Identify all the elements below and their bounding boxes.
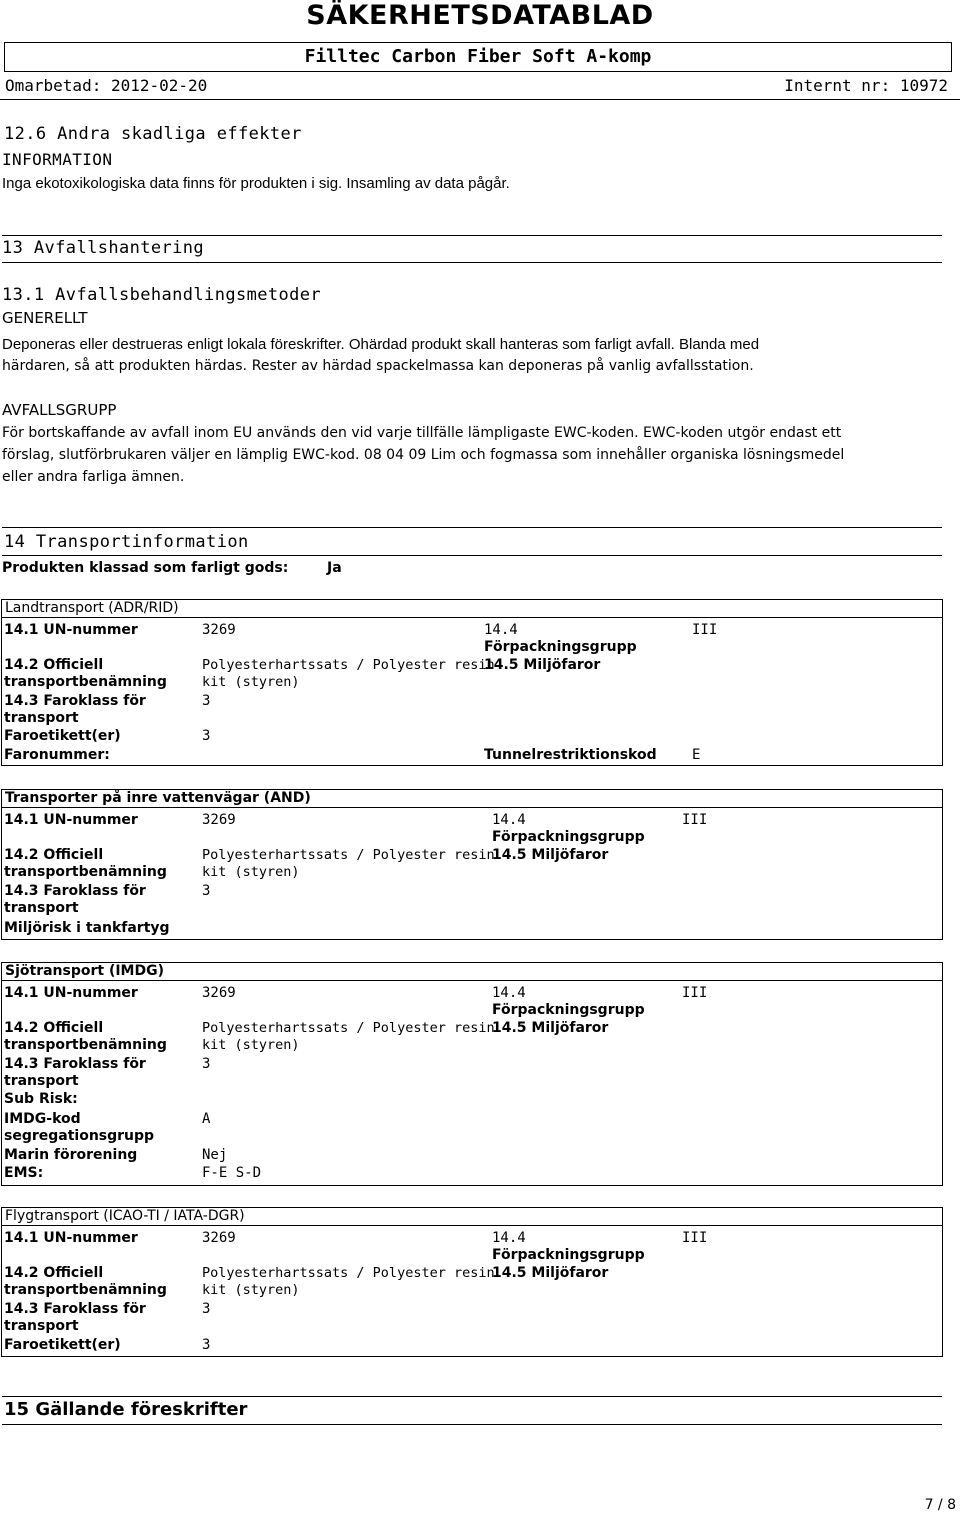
iata-class-label-1: 14.3 Faroklass för <box>4 1301 146 1317</box>
general-line-1: Deponeras eller destrueras enligt lokala föreskrifter. Ohärdad produkt skall hanteras som farligt avfall. Blanda med <box>2 336 760 353</box>
adr-tunnel-label: Tunnelrestriktionskod <box>484 747 657 763</box>
iata-un-value: 3269 <box>202 1230 236 1246</box>
adr-name-label-1: 14.2 Officiell <box>4 657 104 673</box>
section-13-title: 13 Avfallshantering <box>2 238 205 258</box>
revision-date: Omarbetad: 2012-02-20 <box>5 76 208 95</box>
adn-name-value-2: kit (styren) <box>202 864 300 880</box>
adn-tanker-label: Miljörisk i tankfartyg <box>4 920 170 936</box>
section-12-6-title: 12.6 Andra skadliga effekter <box>4 124 302 144</box>
adr-name-value-2: kit (styren) <box>202 674 300 690</box>
adn-pg-label-2: Förpackningsgrupp <box>492 829 645 845</box>
iata-pg-label-1: 14.4 <box>492 1230 526 1246</box>
imdg-table <box>1 962 943 1186</box>
section-13-underline <box>2 262 942 263</box>
adr-pg-label-1: 14.4 <box>484 622 518 638</box>
document-title: SÄKERHETSDATABLAD <box>306 0 654 31</box>
iata-title-rule <box>2 1225 942 1226</box>
waste-group-line-1: För bortskaffande av avfall inom EU används den vid varje tillfälle lämpligaste EWC-koden. EWC-koden utgör endast ett <box>2 425 842 441</box>
imdg-pg-label-1: 14.4 <box>492 985 526 1001</box>
adr-name-label-2: transportbenämning <box>4 674 167 690</box>
section-15-rule <box>2 1396 942 1397</box>
page-number: 7 / 8 <box>924 1497 956 1513</box>
section-14-rule <box>2 527 942 528</box>
adr-hazard-number-label: Faronummer: <box>4 747 110 763</box>
imdg-class-label-1: 14.3 Faroklass för <box>4 1056 146 1072</box>
adr-name-value-1: Polyesterhartssats / Polyester resin <box>202 657 495 673</box>
imdg-title: Sjötransport (IMDG) <box>5 963 165 979</box>
adr-class-label-2: transport <box>4 710 79 726</box>
adr-title-rule <box>2 617 942 618</box>
iata-pg-label-2: Förpackningsgrupp <box>492 1247 645 1263</box>
section-15-underline <box>2 1424 942 1425</box>
imdg-pg-label-2: Förpackningsgrupp <box>492 1002 645 1018</box>
adn-class-value: 3 <box>202 883 211 899</box>
imdg-seg-value: A <box>202 1111 211 1127</box>
adn-env-label: 14.5 Miljöfaror <box>492 847 609 863</box>
adr-class-label-1: 14.3 Faroklass för <box>4 693 146 709</box>
iata-class-value: 3 <box>202 1301 211 1317</box>
imdg-name-label-1: 14.2 Officiell <box>4 1020 104 1036</box>
imdg-un-label: 14.1 UN-nummer <box>4 985 138 1001</box>
imdg-pg-value: III <box>682 985 708 1001</box>
iata-label-value: 3 <box>202 1337 211 1353</box>
imdg-class-label-2: transport <box>4 1073 79 1089</box>
adn-un-value: 3269 <box>202 812 236 828</box>
adn-name-label-2: transportbenämning <box>4 864 167 880</box>
adn-title-rule <box>2 807 942 808</box>
imdg-ems-label: EMS: <box>4 1165 44 1181</box>
imdg-env-label: 14.5 Miljöfaror <box>492 1020 609 1036</box>
section-13-rule <box>2 235 942 236</box>
imdg-name-value-1: Polyesterhartssats / Polyester resin <box>202 1020 495 1036</box>
imdg-name-label-2: transportbenämning <box>4 1037 167 1053</box>
header-divider <box>0 99 960 100</box>
imdg-class-value: 3 <box>202 1056 211 1072</box>
section-15-title: 15 Gällande föreskrifter <box>4 1399 248 1420</box>
internal-number: Internt nr: 10972 <box>784 76 948 95</box>
iata-un-label: 14.1 UN-nummer <box>4 1230 138 1246</box>
waste-group-line-2: förslag, slutförbrukaren väljer en lämplig EWC-kod. 08 04 09 Lim och fogmassa som innehåller organiska lösningsmedel <box>2 447 845 463</box>
imdg-marine-pollutant-label: Marin förorening <box>4 1147 138 1163</box>
section-14-underline <box>2 555 942 556</box>
iata-pg-value: III <box>682 1230 708 1246</box>
adr-un-label: 14.1 UN-nummer <box>4 622 138 638</box>
section-13-1-title: 13.1 Avfallsbehandlingsmetoder <box>2 285 322 305</box>
iata-env-label: 14.5 Miljöfaror <box>492 1265 609 1281</box>
waste-group-line-3: eller andra farliga ämnen. <box>2 469 185 485</box>
general-label: GENERELLT <box>2 309 88 327</box>
iata-title: Flygtransport (ICAO-TI / IATA-DGR) <box>5 1208 245 1224</box>
adn-name-value-1: Polyesterhartssats / Polyester resin <box>202 847 495 863</box>
imdg-title-rule <box>2 980 942 981</box>
iata-name-value-2: kit (styren) <box>202 1282 300 1298</box>
adr-class-value: 3 <box>202 693 211 709</box>
iata-table <box>1 1207 943 1357</box>
iata-name-label-2: transportbenämning <box>4 1282 167 1298</box>
adr-un-value: 3269 <box>202 622 236 638</box>
adr-label-value: 3 <box>202 728 211 744</box>
general-line-2b: Rester av härdad spackelmassa kan deponeras på vanlig avfallsstation. <box>251 358 754 374</box>
adr-pg-label-2: Förpackningsgrupp <box>484 639 637 655</box>
imdg-name-value-2: kit (styren) <box>202 1037 300 1053</box>
section-14-title: 14 Transportinformation <box>4 532 249 552</box>
adr-env-label: 14.5 Miljöfaror <box>484 657 601 673</box>
adr-table <box>1 599 943 766</box>
adr-label-label: Faroetikett(er) <box>4 728 121 744</box>
classified-label: Produkten klassad som farligt gods: <box>2 560 289 576</box>
adn-pg-label-1: 14.4 <box>492 812 526 828</box>
adn-name-label-1: 14.2 Officiell <box>4 847 104 863</box>
adr-title: Landtransport (ADR/RID) <box>5 600 179 616</box>
imdg-marine-pollutant-value: Nej <box>202 1147 228 1163</box>
iata-class-label-2: transport <box>4 1318 79 1334</box>
adn-pg-value: III <box>682 812 708 828</box>
iata-label-label: Faroetikett(er) <box>4 1337 121 1353</box>
adn-un-label: 14.1 UN-nummer <box>4 812 138 828</box>
imdg-un-value: 3269 <box>202 985 236 1001</box>
general-line-2 <box>2 355 754 377</box>
imdg-subrisk-label: Sub Risk: <box>4 1091 78 1107</box>
waste-group-label: AVFALLSGRUPP <box>2 401 117 419</box>
adn-class-label-2: transport <box>4 900 79 916</box>
imdg-seg-label-1: IMDG-kod <box>4 1111 81 1127</box>
general-line-2a: härdaren, så att produkten härdas. <box>2 358 247 374</box>
iata-name-label-1: 14.2 Officiell <box>4 1265 104 1281</box>
classified-value: Ja <box>327 560 342 576</box>
iata-name-value-1: Polyesterhartssats / Polyester resin <box>202 1265 495 1281</box>
adn-table <box>1 789 943 940</box>
section-12-6-subtitle: INFORMATION <box>2 150 113 169</box>
section-12-6-text: Inga ekotoxikologiska data finns för produkten i sig. Insamling av data pågår. <box>2 175 510 192</box>
adr-pg-value: III <box>692 622 718 638</box>
imdg-seg-label-2: segregationsgrupp <box>4 1128 155 1144</box>
adr-tunnel-value: E <box>692 747 701 763</box>
adn-class-label-1: 14.3 Faroklass för <box>4 883 146 899</box>
adn-title: Transporter på inre vattenvägar (AND) <box>5 790 311 806</box>
imdg-ems-value: F-E S-D <box>202 1165 262 1181</box>
product-name: Filltec Carbon Fiber Soft A-komp <box>4 42 952 72</box>
